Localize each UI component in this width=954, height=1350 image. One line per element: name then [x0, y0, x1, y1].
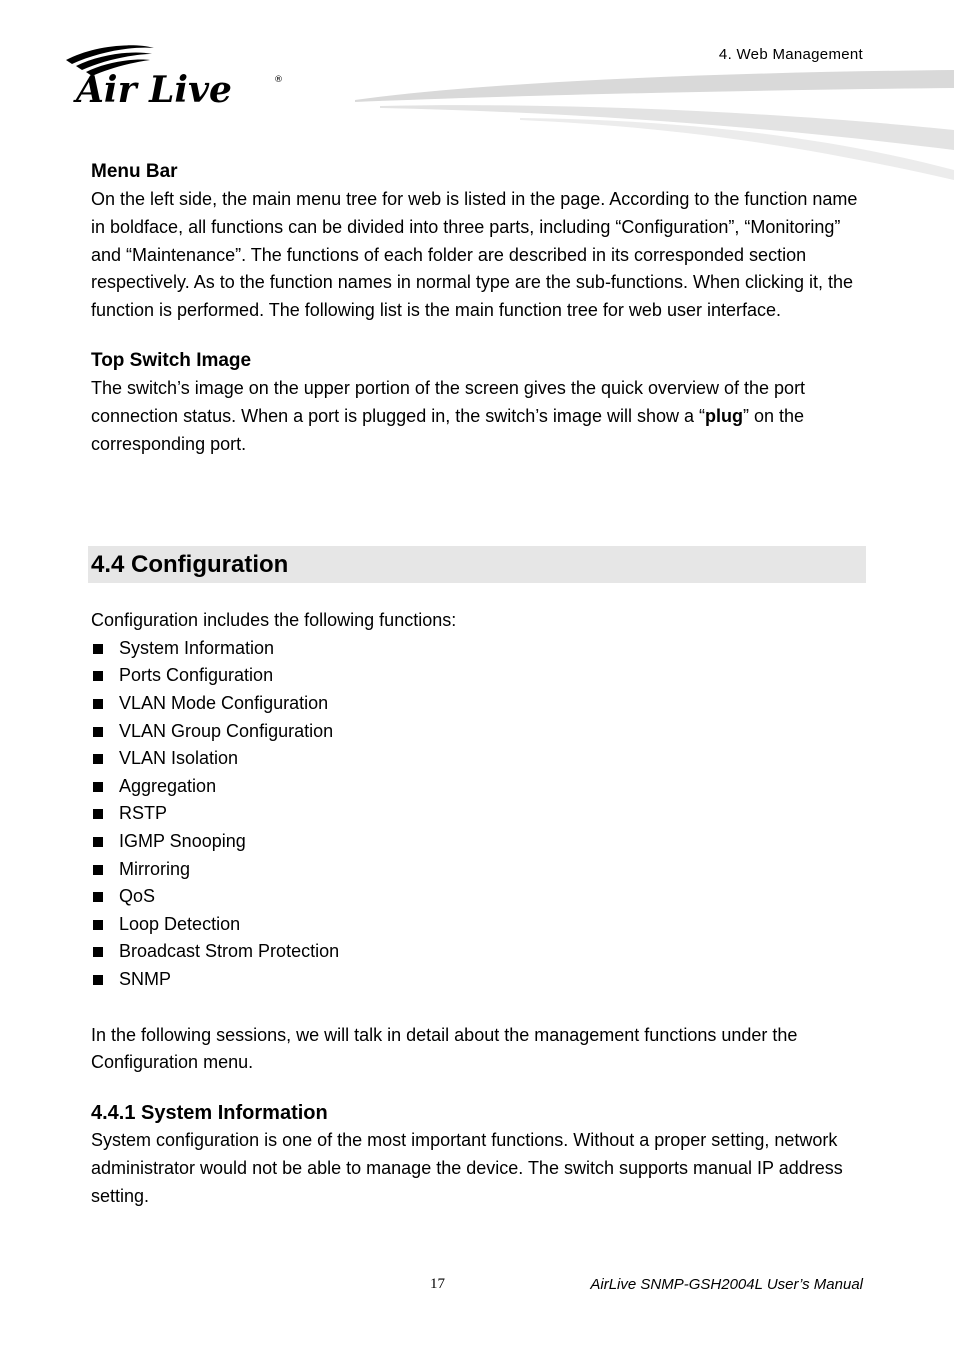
- bullet-square-icon: [93, 947, 103, 957]
- manual-title: AirLive SNMP-GSH2004L User’s Manual: [590, 1276, 863, 1293]
- list-item: QoS: [91, 883, 866, 911]
- list-item: Loop Detection: [91, 911, 866, 939]
- config-intro: Configuration includes the following functions:: [91, 610, 457, 630]
- bullet-square-icon: [93, 754, 103, 764]
- list-item: Ports Configuration: [91, 662, 866, 690]
- bullet-square-icon: [93, 892, 103, 902]
- plug-bold: plug: [704, 405, 743, 426]
- list-item: RSTP: [91, 800, 866, 828]
- list-item: IGMP Snooping: [91, 828, 866, 856]
- bullet-square-icon: [93, 920, 103, 930]
- top-switch-body: The switch’s image on the upper portion of the screen gives the quick overview of the port connection status. When a port is plugged in, the switch’s image will show a “plug” on the corresponding port.: [91, 377, 806, 454]
- bullet-square-icon: [93, 865, 103, 875]
- section-title: 4.4 Configuration: [91, 551, 289, 578]
- bullet-square-icon: [93, 975, 103, 985]
- bullet-square-icon: [93, 644, 103, 654]
- svg-text:®: ®: [274, 75, 283, 85]
- list-item: VLAN Isolation: [91, 745, 866, 773]
- page-number: 17: [430, 1276, 445, 1292]
- list-item: Aggregation: [91, 773, 866, 801]
- config-outro: In the following sessions, we will talk in detail about the management functions under the Configuration menu.: [91, 1024, 798, 1073]
- subsection-title: 4.4.1 System Information: [91, 1102, 328, 1125]
- chapter-header: 4. Web Management: [718, 46, 863, 63]
- list-item: System Information: [91, 635, 866, 663]
- subsection-body: System configuration is one of the most important functions. Without a proper setting, network administrator would not be able to manage the device. The switch supports manual IP address setting.: [91, 1130, 843, 1206]
- list-item: Broadcast Strom Protection: [91, 938, 866, 966]
- list-item: VLAN Mode Configuration: [91, 690, 866, 718]
- menu-bar-body: On the left side, the main menu tree for web is listed in the page. According to the function name in boldface, all functions can be divided into three parts, including “Configuration”, “Monitoring” and “Maintenance”. The functions of each folder are described in its corresponded section respectively. As to the function names in normal type are the sub-functions. When clicking it, the function is performed. The following list is the main function tree for web user interface.: [91, 189, 858, 321]
- airlive-logo: [62, 40, 292, 110]
- svg-text:Air Live: Air Live: [76, 69, 232, 110]
- menu-bar-heading: Menu Bar: [91, 161, 178, 182]
- bullet-square-icon: [93, 782, 103, 792]
- top-switch-heading: Top Switch Image: [91, 349, 252, 371]
- page-content: [91, 158, 866, 458]
- bullet-square-icon: [93, 671, 103, 681]
- function-list: [91, 635, 866, 994]
- bullet-square-icon: [93, 837, 103, 847]
- configuration-content: [91, 607, 866, 1211]
- list-item: Mirroring: [91, 856, 866, 884]
- bullet-square-icon: [93, 699, 103, 709]
- bullet-square-icon: [93, 727, 103, 737]
- list-item: VLAN Group Configuration: [91, 718, 866, 746]
- section-title-bar: [88, 546, 866, 583]
- bullet-square-icon: [93, 809, 103, 819]
- list-item: SNMP: [91, 966, 866, 994]
